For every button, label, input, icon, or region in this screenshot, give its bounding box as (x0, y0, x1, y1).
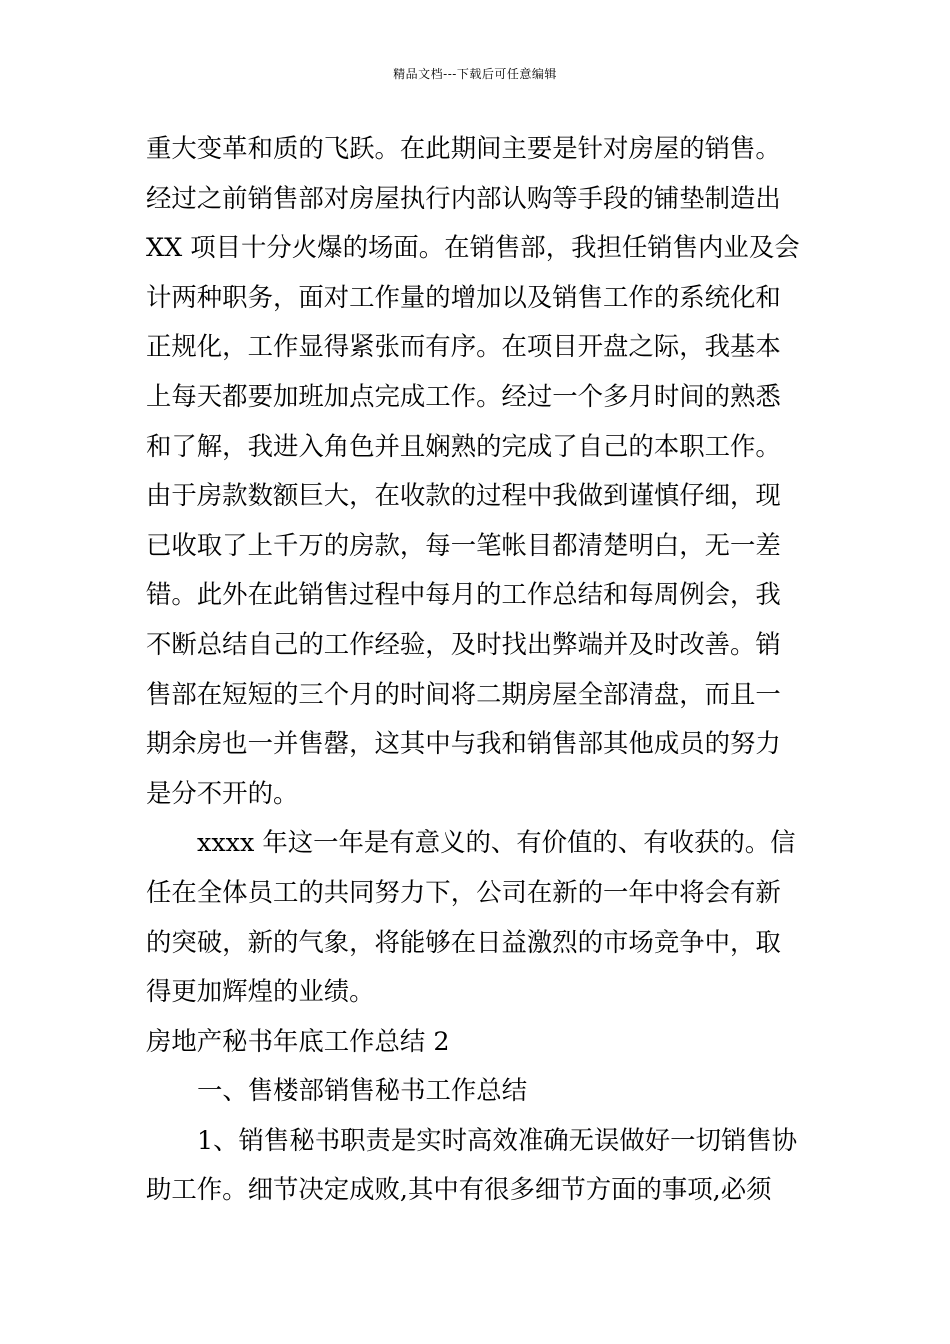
paragraph-first-line: 1、销售秘书职责是实时高效准确无误做好一切销售协 (197, 1124, 798, 1155)
text-line: 不断总结自己的工作经验，及时找出弊端并及时改善。销 (146, 628, 781, 659)
subsection-heading: 一、售楼部销售秘书工作总结 (197, 1075, 528, 1106)
text-line: 任在全体员工的共同努力下，公司在新的一年中将会有新 (146, 876, 781, 907)
text-line: 计两种职务，面对工作量的增加以及销售工作的系统化和 (146, 281, 781, 312)
text-line: 正规化，工作显得紧张而有序。在项目开盘之际，我基本 (146, 331, 781, 362)
text-line: 售部在短短的三个月的时间将二期房屋全部清盘，而且一 (146, 678, 781, 709)
text-line: 和了解，我进入角色并且娴熟的完成了自己的本职工作。 (146, 430, 781, 461)
text-line: 由于房款数额巨大，在收款的过程中我做到谨慎仔细，现 (146, 480, 781, 511)
text-line: 期余房也一并售罄，这其中与我和销售部其他成员的努力 (146, 728, 781, 759)
text-line: 助工作。细节决定成败,其中有很多细节方面的事项,必须 (146, 1174, 772, 1205)
text-line: 的突破，新的气象，将能够在日益激烈的市场竞争中，取 (146, 926, 781, 957)
text-line: 上每天都要加班加点完成工作。经过一个多月时间的熟悉 (146, 380, 781, 411)
section-title: 房地产秘书年底工作总结 2 (146, 1025, 450, 1056)
text-line: 错。此外在此销售过程中每月的工作总结和每周例会，我 (146, 579, 781, 610)
page-header: 精品文档---下载后可任意编辑 (393, 67, 557, 81)
paragraph-first-line: xxxx 年这一年是有意义的、有价值的、有收获的。信 (197, 827, 796, 858)
document-body (146, 124, 808, 1215)
text-line: 重大变革和质的飞跃。在此期间主要是针对房屋的销售。 (146, 133, 781, 163)
text-line: 是分不开的。 (146, 777, 299, 808)
text-line: 得更加辉煌的业绩。 (146, 976, 375, 1007)
text-line: XX 项目十分火爆的场面。在销售部，我担任销售内业及会 (146, 232, 800, 263)
text-line: 已收取了上千万的房款，每一笔帐目都清楚明白，无一差 (146, 529, 781, 560)
text-line: 经过之前销售部对房屋执行内部认购等手段的铺垫制造出 (146, 182, 781, 213)
